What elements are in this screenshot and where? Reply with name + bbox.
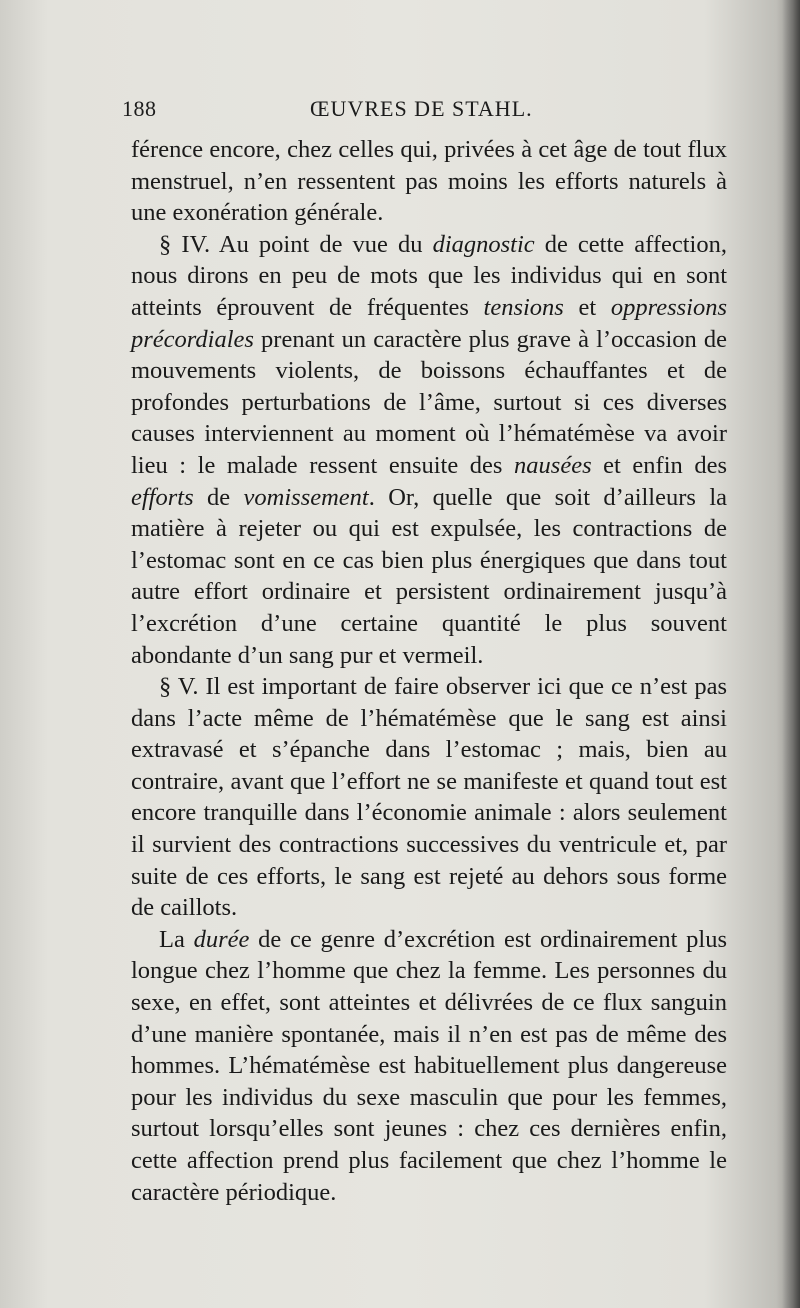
page-number: 188 bbox=[122, 96, 157, 121]
running-title: ŒUVRES DE STAHL. bbox=[310, 96, 533, 121]
text-segment: prenant un caractère plus grave à l’occasion de mouvements violents, de boissons échauffantes et de profondes perturbations de l’âme, surtout si ces diverses causes interviennent au moment où l’hématémèse va avoir lieu : le malade ressent ensuite des bbox=[131, 325, 727, 479]
italic-term-duree: durée bbox=[193, 925, 250, 953]
italic-term-efforts: efforts bbox=[131, 483, 194, 511]
text-segment: férence encore, chez celles qui, privées à cet âge de tout flux menstruel, n’en ressentent pas moins les efforts naturels à une exonération générale. bbox=[131, 136, 727, 227]
italic-term-nausees: nausées bbox=[514, 451, 592, 479]
italic-term-tensions: tensions bbox=[483, 293, 564, 321]
page-edge-shadow bbox=[782, 0, 800, 1308]
text-segment: de bbox=[193, 483, 244, 511]
paragraph-continuation bbox=[131, 134, 727, 229]
page-header bbox=[122, 96, 570, 130]
text-segment: et enfin des bbox=[591, 451, 727, 479]
text-segment: § V. Il est important de faire observer ici que ce n’est pas dans l’acte même de l’hématémèse que le sang est ainsi extravasé et s’épanche dans l’estomac ; mais, bien au contraire, avant que l’effort ne se manifeste et quand tout est encore tranquille dans l’économie animale : alors seulement il survient des contractions successives du ventricule et, par suite de ces efforts, le sang est rejeté au dehors sous forme de caillots. bbox=[131, 673, 727, 922]
paragraph-section-v bbox=[131, 671, 727, 924]
italic-term-vomissement: vomissement bbox=[243, 483, 369, 511]
paragraph-duree bbox=[131, 924, 727, 1208]
text-segment: et bbox=[563, 293, 611, 321]
text-segment: La bbox=[159, 925, 194, 953]
italic-term-oppressions: oppressions précordiales bbox=[131, 293, 727, 353]
text-segment: de cette affection, nous dirons en peu de mots que les individus qui en sont atteints éprouvent de fréquentes bbox=[131, 230, 727, 321]
body-text bbox=[131, 134, 727, 1208]
text-segment: § IV. Au point de vue du bbox=[159, 230, 433, 258]
paragraph-section-iv bbox=[131, 229, 727, 671]
italic-term-diagnostic: diagnostic bbox=[432, 230, 535, 258]
text-segment: de ce genre d’excrétion est ordinairement plus longue chez l’homme que chez la femme. Les personnes du sexe, en effet, sont atteintes et délivrées de ce flux sanguin d’une manière spontanée, mais il n’en est pas de même des hommes. L’hématémèse est habituellement plus dangereuse pour les individus du sexe masculin que pour les femmes, surtout lorsqu’elles sont jeunes : chez ces dernières enfin, cette affection prend plus facilement que chez l’homme le caractère périodique. bbox=[131, 925, 728, 1206]
text-segment: . Or, quelle que soit d’ailleurs la matière à rejeter ou qui est expulsée, les contractions de l’estomac sont en ce cas bien plus énergiques que dans tout autre effort ordinaire et persistent ordinairement jusqu’à l’excrétion d’une certaine quantité le plus souvent abondante d’un sang pur et vermeil. bbox=[131, 483, 728, 669]
